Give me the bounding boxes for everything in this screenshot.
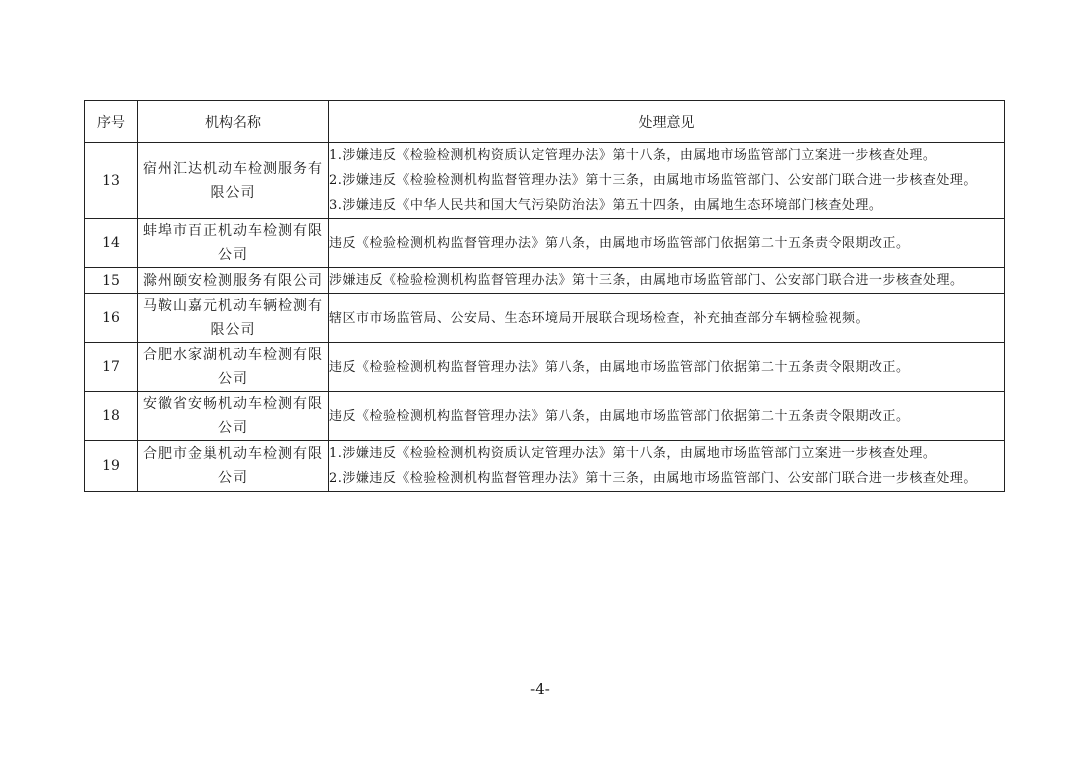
table-header-row <box>85 101 1005 143</box>
row-serial-number: 13 <box>85 143 138 219</box>
table-row <box>85 143 1005 219</box>
row-serial-number: 14 <box>85 219 138 268</box>
row-institution-name: 合肥水家湖机动车检测有限公司 <box>138 343 329 392</box>
row-serial-number: 19 <box>85 441 138 492</box>
row-serial-number: 17 <box>85 343 138 392</box>
table-row <box>85 392 1005 441</box>
row-serial-number: 16 <box>85 294 138 343</box>
opinion-item: 3.涉嫌违反《中华人民共和国大气污染防治法》第五十四条，由属地生态环境部门核查处理。 <box>329 198 883 213</box>
row-institution-name: 滁州颐安检测服务有限公司 <box>138 268 329 294</box>
opinion-item: 1.涉嫌违反《检验检测机构资质认定管理办法》第十八条，由属地市场监管部门立案进一步核查处理。 <box>329 148 937 163</box>
opinion-item: 2.涉嫌违反《检验检测机构监督管理办法》第十三条，由属地市场监管部门、公安部门联合进一步核查处理。 <box>329 173 977 188</box>
table-row <box>85 343 1005 392</box>
opinion-item: 2.涉嫌违反《检验检测机构监督管理办法》第十三条，由属地市场监管部门、公安部门联合进一步核查处理。 <box>329 471 977 486</box>
row-handling-opinion <box>329 343 1005 392</box>
opinion-item: 辖区市市场监管局、公安局、生态环境局开展联合现场检查，补充抽查部分车辆检验视频。 <box>329 310 870 326</box>
inspection-results-table <box>84 100 1005 492</box>
row-handling-opinion <box>329 219 1005 268</box>
opinion-item: 违反《检验检测机构监督管理办法》第八条，由属地市场监管部门依据第二十五条责令限期改正。 <box>329 235 910 251</box>
opinion-item: 违反《检验检测机构监督管理办法》第八条，由属地市场监管部门依据第二十五条责令限期改正。 <box>329 359 910 375</box>
page-number: -4- <box>530 680 550 698</box>
row-handling-opinion <box>329 392 1005 441</box>
row-institution-name: 宿州汇达机动车检测服务有限公司 <box>138 143 329 219</box>
row-institution-name: 安徽省安畅机动车检测有限公司 <box>138 392 329 441</box>
table-row <box>85 294 1005 343</box>
row-serial-number: 18 <box>85 392 138 441</box>
opinion-item: 违反《检验检测机构监督管理办法》第八条，由属地市场监管部门依据第二十五条责令限期改正。 <box>329 408 910 424</box>
table-row <box>85 268 1005 294</box>
table-row <box>85 441 1005 492</box>
row-serial-number: 15 <box>85 268 138 294</box>
table-row <box>85 219 1005 268</box>
row-institution-name: 合肥市金巢机动车检测有限公司 <box>138 441 329 492</box>
row-handling-opinion <box>329 294 1005 343</box>
row-institution-name: 马鞍山嘉元机动车辆检测有限公司 <box>138 294 329 343</box>
header-handling-opinion: 处理意见 <box>329 101 1005 143</box>
row-institution-name: 蚌埠市百正机动车检测有限公司 <box>138 219 329 268</box>
row-handling-opinion <box>329 441 1005 492</box>
row-handling-opinion <box>329 268 1005 294</box>
row-handling-opinion <box>329 143 1005 219</box>
opinion-item: 1.涉嫌违反《检验检测机构资质认定管理办法》第十八条，由属地市场监管部门立案进一步核查处理。 <box>329 446 937 461</box>
header-institution-name: 机构名称 <box>138 101 329 143</box>
header-serial-number: 序号 <box>85 101 138 143</box>
opinion-item: 涉嫌违反《检验检测机构监督管理办法》第十三条，由属地市场监管部门、公安部门联合进一步核查处理。 <box>329 273 964 288</box>
